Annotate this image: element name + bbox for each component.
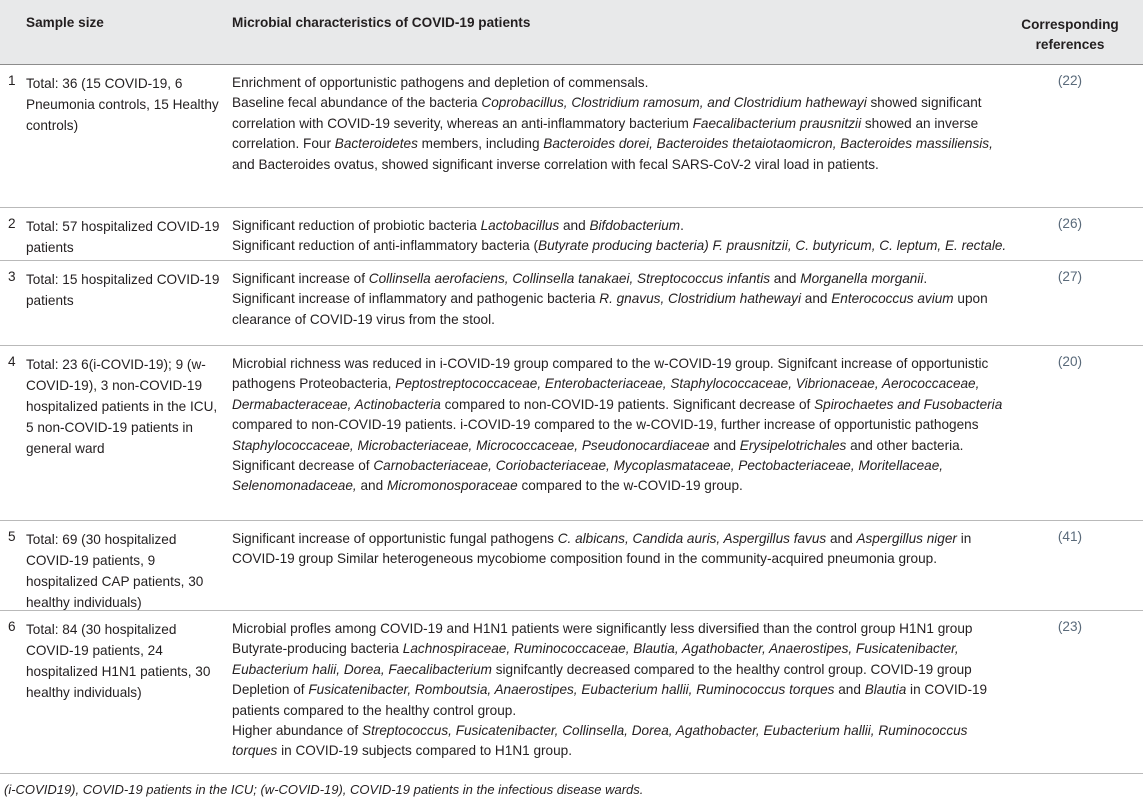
table-footnote: (i-COVID19), COVID-19 patients in the ICU; (w-COVID-19), COVID-19 patients in the infectious disease wards.: [4, 782, 644, 797]
table-row: [0, 65, 1143, 208]
table-row: [0, 208, 1143, 261]
characteristics-cell: Microbial profles among COVID-19 and H1N1 patients were significantly less diversified than the control group H1N1 group Butyrate-producing bacteria Lachnospiraceae, Ruminococcaceae, Blautia, Agathobacter, Anaerostipes, Fusicatenibacter, Eubacterium halii, Dorea, Faecalibacterium signifcantly decreased compared to the healthy control group. COVID-19 group Depletion of Fusicatenibacter, Romboutsia, Anaerostipes, Eubacterium hallii, Ruminococcus torques and Blautia in COVID-19 patients compared to the healthy control group. Higher abundance of Streptococcus, Fusicatenibacter, Collinsella, Dorea, Agathobacter, Eubacterium hallii, Ruminococcus torques in COVID-19 subjects compared to H1N1 group.: [232, 621, 988, 759]
characteristics-cell: Enrichment of opportunistic pathogens and depletion of commensals. Baseline fecal abundance of the bacteria Coprobacillus, Clostridium ramosum, and Clostridium hathewayi showed significant correlation with COVID-19 severity, whereas an anti-inflammatory bacterium Faecalibacterium prausnitzii showed an inverse correlation. Four Bacteroidetes members, including Bacteroides dorei, Bacteroides thetaiotaomicron, Bacteroides massiliensis, and Bacteroides ovatus, showed significant inverse correlation with fecal SARS-CoV-2 viral load in patients.: [232, 75, 993, 172]
reference-cell: (27): [1057, 269, 1083, 284]
reference-cell: (22): [1057, 73, 1083, 88]
reference-cell: (41): [1057, 529, 1083, 544]
row-number: 6: [8, 619, 16, 634]
row-number: 4: [8, 354, 16, 369]
sample-size-cell: Total: 23 6(i-COVID-19); 9 (w-COVID-19), 3 non-COVID-19 hospitalized patients in the ICU, 5 non-COVID-19 patients in general ward: [26, 357, 218, 456]
table-header: [0, 0, 1143, 65]
sample-size-cell: Total: 57 hospitalized COVID-19 patients: [26, 219, 220, 255]
reference-cell: (20): [1057, 354, 1083, 369]
table-row: [0, 261, 1143, 346]
sample-size-cell: Total: 69 (30 hospitalized COVID-19 patients, 9 hospitalized CAP patients, 30 healthy individuals): [26, 532, 204, 610]
sample-size-cell: Total: 15 hospitalized COVID-19 patients: [26, 272, 220, 308]
sample-size-cell: Total: 36 (15 COVID-19, 6 Pneumonia controls, 15 Healthy controls): [26, 76, 219, 133]
reference-cell: (23): [1057, 619, 1083, 634]
row-number: 3: [8, 269, 16, 284]
header-sample-size: Sample size: [26, 15, 104, 30]
table-row: [0, 521, 1143, 611]
row-number: 1: [8, 73, 16, 88]
header-corresponding-references: Corresponding references: [1021, 17, 1119, 52]
table-row: [0, 611, 1143, 774]
characteristics-cell: Significant reduction of probiotic bacteria Lactobacillus and Bifdobacterium. Significant reduction of anti-inflammatory bacteria (Butyrate producing bacteria) F. prausnitzii, C. butyricum, C. leptum, E. rectale.: [232, 218, 1007, 254]
characteristics-cell: Significant increase of Collinsella aerofaciens, Collinsella tanakaei, Streptococcus infantis and Morganella morganii. Significant increase of inflammatory and pathogenic bacteria R. gnavus, Clostridium hathewayi and Enterococcus avium upon clearance of COVID-19 virus from the stool.: [232, 271, 988, 327]
row-number: 2: [8, 216, 16, 231]
table-row: [0, 346, 1143, 521]
sample-size-cell: Total: 84 (30 hospitalized COVID-19 patients, 24 hospitalized H1N1 patients, 30 healthy individuals): [26, 622, 211, 700]
reference-cell: (26): [1057, 216, 1083, 231]
characteristics-cell: Significant increase of opportunistic fungal pathogens C. albicans, Candida auris, Aspergillus favus and Aspergillus niger in COVID-19 group Similar heterogeneous mycobiome composition found in the community-acquired pneumonia group.: [232, 531, 972, 567]
characteristics-cell: Microbial richness was reduced in i-COVID-19 group compared to the w-COVID-19 group. Signifcant increase of opportunistic pathogens Proteobacteria, Peptostreptococcaceae, Enterobacteriaceae, Staphylococcaceae, Vibrionaceae, Aerococcaceae, Dermabacteraceae, Actinobacteria compared to non-COVID-19 patients. Significant decrease of Spirochaetes and Fusobacteria compared to non-COVID-19 patients. i-COVID-19 compared to the w-COVID-19, further increase of opportunistic pathogens Staphylococcaceae, Microbacteriaceae, Micrococcaceae, Pseudonocardiaceae and Erysipelotrichales and other bacteria. Significant decrease of Carnobacteriaceae, Coriobacteriaceae, Mycoplasmataceae, Pectobacteriaceae, Moritellaceae, Selenomonadaceae, and Micromonosporaceae compared to the w-COVID-19 group.: [232, 356, 1003, 494]
row-number: 5: [8, 529, 16, 544]
header-microbial-characteristics: Microbial characteristics of COVID-19 patients: [232, 15, 531, 30]
